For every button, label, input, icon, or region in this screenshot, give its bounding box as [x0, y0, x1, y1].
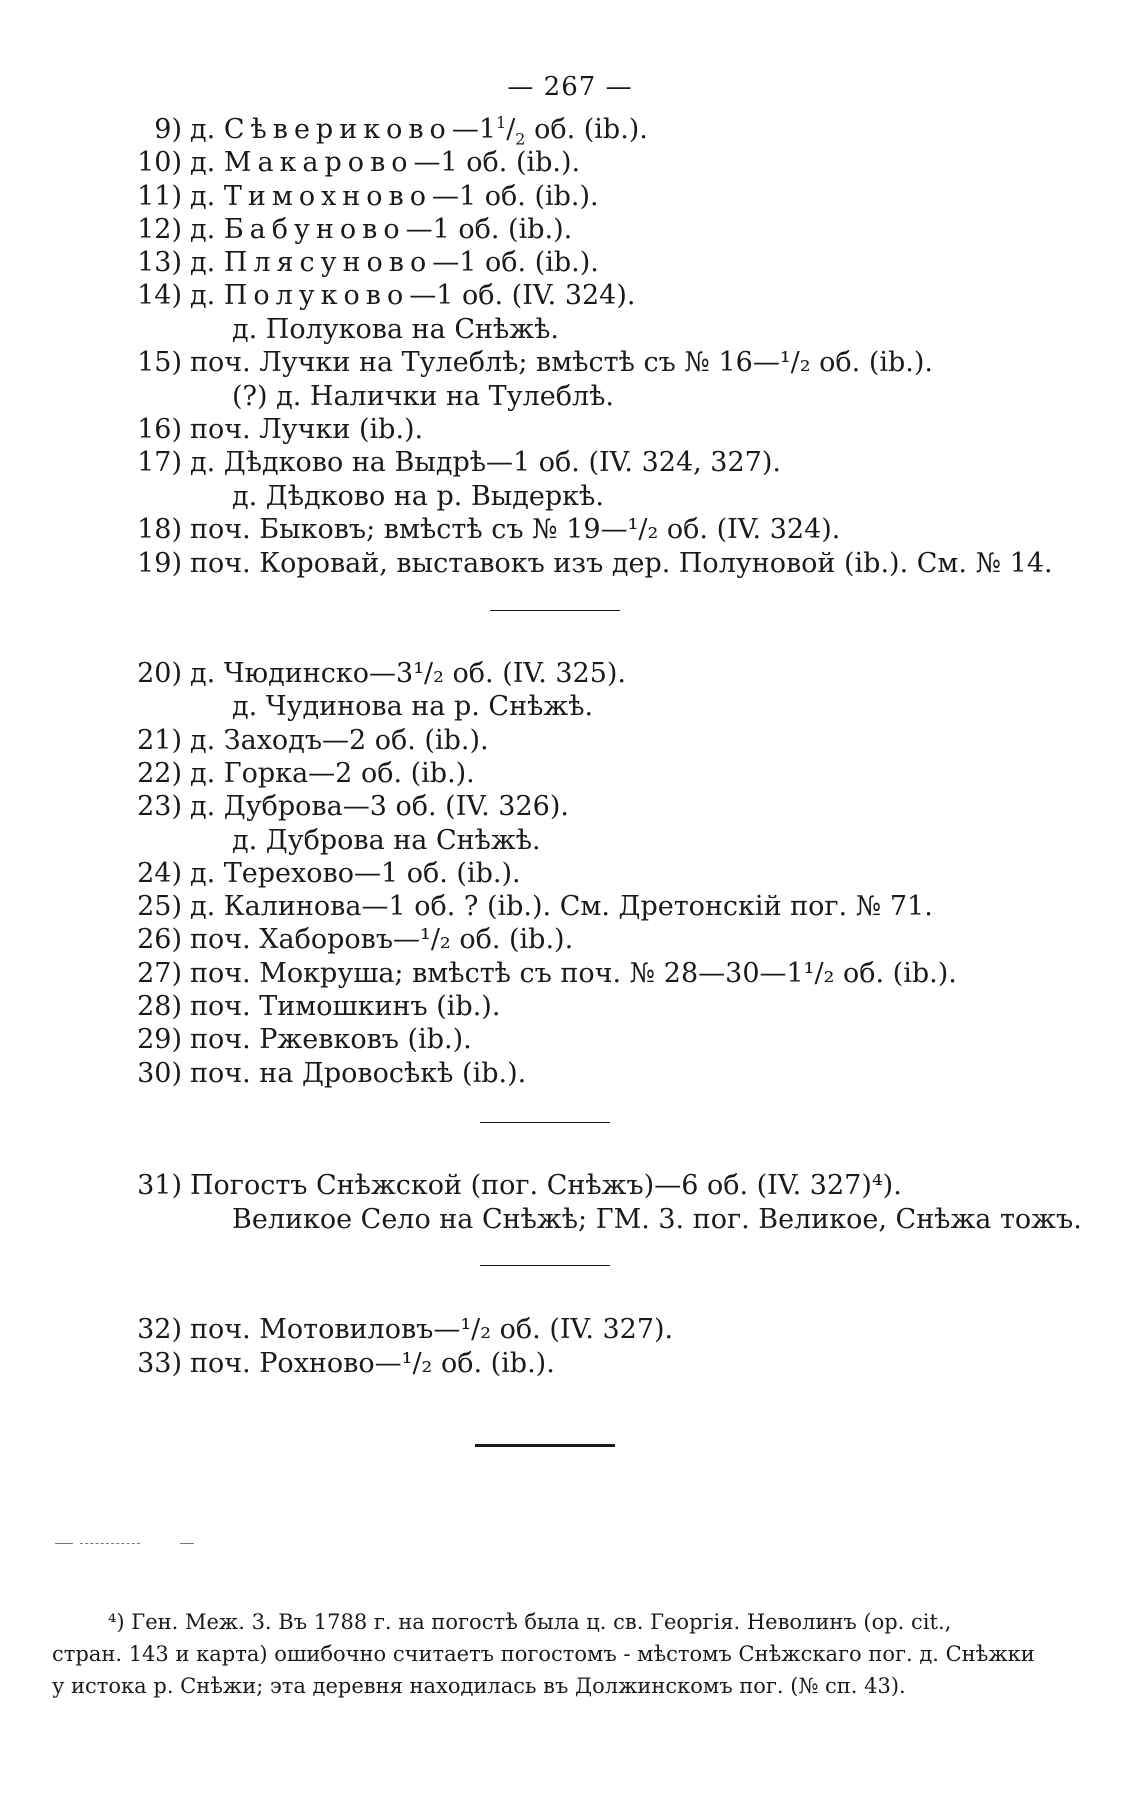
entry-number: 23)	[137, 791, 182, 822]
section-divider	[480, 1265, 610, 1266]
entry-number: 14)	[137, 280, 182, 311]
entry-number: 19)	[137, 548, 182, 579]
footnote-separator	[180, 1543, 194, 1544]
footnote-separator	[80, 1543, 140, 1544]
entry-number: 10)	[137, 147, 182, 178]
entry-prefix: д.	[190, 147, 216, 178]
footnote-line-2: стран. 143 и карта) ошибочно считаетъ погостомъ - мѣстомъ Снѣжскаго пог. д. Снѣжки	[52, 1642, 1035, 1666]
entry-9	[190, 113, 648, 149]
footnote-line-3: у истока р. Снѣжи; эта деревня находилась въ Должинскомъ пог. (№ сп. 43).	[52, 1674, 906, 1698]
entry-detail: —1 об. (ib.).	[432, 247, 599, 278]
entry-16: поч. Лучки (ib.).	[190, 414, 424, 445]
entry-number: 9)	[154, 114, 182, 145]
entry-detail: —1 об. (ib.).	[413, 147, 581, 178]
entry-number: 12)	[137, 214, 182, 245]
entry-11	[190, 183, 599, 210]
entry-number: 27)	[137, 958, 182, 989]
footnote-separator	[55, 1543, 73, 1544]
entry-sub-line: д. Дуброва на Снѣжѣ.	[232, 825, 541, 856]
entry-prefix: д.	[190, 247, 216, 278]
place-name: Плясуново	[223, 247, 433, 278]
entry-detail: —1 об. (ib.).	[405, 214, 573, 245]
entry-17: д. Дѣдково на Выдрѣ—1 об. (IV. 324, 327).	[190, 447, 781, 478]
entry-number: 31)	[137, 1170, 182, 1201]
entry-number: 33)	[137, 1348, 182, 1379]
entry-22: д. Горка—2 об. (ib.).	[190, 758, 475, 789]
entry-10	[190, 149, 580, 176]
entry-number: 20)	[137, 658, 182, 689]
entry-number: 21)	[137, 725, 182, 756]
entry-26: поч. Хаборовъ—¹/₂ об. (ib.).	[190, 924, 574, 955]
entry-number: 22)	[137, 758, 182, 789]
entry-number: 30)	[137, 1058, 182, 1089]
fraction-numerator: 1	[496, 113, 507, 132]
entry-prefix: д.	[190, 181, 216, 212]
entry-28: поч. Тимошкинъ (ib.).	[190, 991, 501, 1022]
entry-number: 26)	[137, 924, 182, 955]
entry-number: 17)	[137, 447, 182, 478]
entry-number: 28)	[137, 991, 182, 1022]
entry-31: Погостъ Снѣжской (пог. Снѣжъ)—6 об. (IV. 327)⁴).	[190, 1170, 902, 1201]
fraction-denominator: 2	[515, 129, 526, 149]
entry-number: 18)	[137, 514, 182, 545]
entry-21: д. Заходъ—2 об. (ib.).	[190, 725, 489, 756]
entry-13	[190, 249, 599, 276]
section-divider	[480, 1122, 610, 1123]
entry-prefix: д.	[190, 114, 216, 145]
entry-sub-line: д. Дѣдково на р. Выдеркѣ.	[232, 481, 604, 512]
entry-detail: —1 об. (ib.).	[432, 181, 599, 212]
entry-number: 15)	[137, 347, 182, 378]
fraction-slash: /	[506, 114, 516, 145]
place-name: Сѣвериково	[223, 114, 452, 145]
page-number: — 267 —	[507, 72, 633, 102]
place-name: Полуково	[223, 280, 410, 311]
entry-27: поч. Мокруша; вмѣстѣ съ поч. № 28—30—1¹/₂ об. (ib.).	[190, 958, 957, 989]
place-name: Бабуново	[223, 214, 406, 245]
entry-32: поч. Мотовиловъ—¹/₂ об. (IV. 327).	[190, 1314, 674, 1345]
entry-18: поч. Быковъ; вмѣстѣ съ № 19—¹/₂ об. (IV. 324).	[190, 514, 841, 545]
entry-prefix: д.	[190, 214, 216, 245]
entry-25: д. Калинова—1 об. ? (ib.). См. Дретонскій пог. № 71.	[190, 891, 933, 922]
entry-number: 29)	[137, 1024, 182, 1055]
entry-sub-line: Великое Село на Снѣжѣ; ГМ. 3. пог. Великое, Снѣжа тожъ.	[232, 1204, 1082, 1235]
entry-23: д. Дуброва—3 об. (IV. 326).	[190, 791, 569, 822]
entry-detail: —1	[451, 114, 496, 145]
entry-29: поч. Ржевковъ (ib.).	[190, 1024, 472, 1055]
entry-number: 16)	[137, 414, 182, 445]
entry-number: 25)	[137, 891, 182, 922]
entry-number: 32)	[137, 1314, 182, 1345]
entry-33: поч. Рохново—¹/₂ об. (ib.).	[190, 1348, 555, 1379]
entry-number: 11)	[137, 181, 182, 212]
entry-30: поч. на Дровосѣкѣ (ib.).	[190, 1058, 527, 1089]
entry-sub-line: д. Чудинова на р. Снѣжѣ.	[232, 691, 594, 722]
place-name: Макарово	[223, 147, 414, 178]
entry-12	[190, 216, 572, 243]
entry-24: д. Терехово—1 об. (ib.).	[190, 858, 521, 889]
entry-detail: об. (ib.).	[525, 114, 648, 145]
place-name: Тимохново	[223, 181, 433, 212]
entry-detail: —1 об. (IV. 324).	[409, 280, 636, 311]
entry-number: 24)	[137, 858, 182, 889]
entry-20: д. Чюдинско—3¹/₂ об. (IV. 325).	[190, 658, 627, 689]
entry-14	[190, 282, 635, 309]
entry-15: поч. Лучки на Тулеблѣ; вмѣстѣ съ № 16—¹/₂ об. (ib.).	[190, 347, 933, 378]
footnote-line-1: ⁴) Ген. Меж. 3. Въ 1788 г. на погостѣ была ц. св. Георгія. Неволинъ (ор. cit.,	[108, 1610, 952, 1634]
end-divider	[475, 1444, 615, 1447]
entry-sub-line: д. Полукова на Снѣжѣ.	[232, 314, 559, 345]
entry-19: поч. Коровай, выставокъ изъ дер. Полуновой (ib.). См. № 14.	[190, 548, 1053, 579]
entry-number: 13)	[137, 247, 182, 278]
entry-prefix: д.	[190, 280, 216, 311]
section-divider	[490, 610, 620, 611]
entry-sub-line: (?) д. Налички на Тулеблѣ.	[232, 381, 614, 412]
